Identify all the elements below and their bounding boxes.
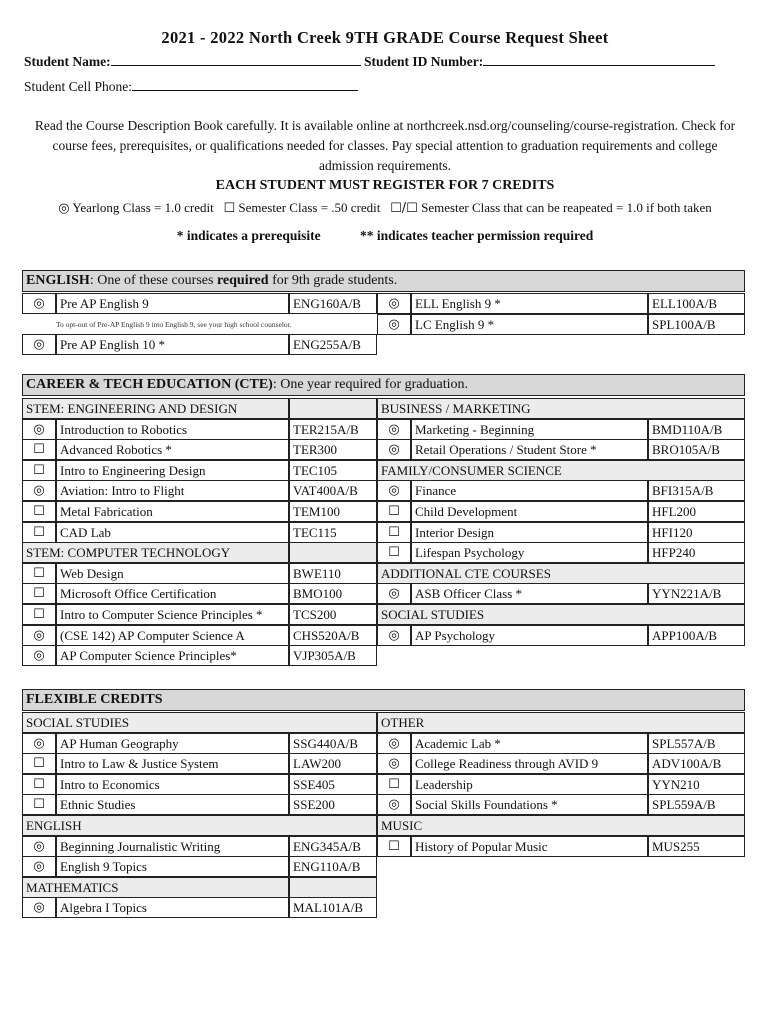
yearlong-circle-icon[interactable]: ◎ bbox=[377, 314, 411, 335]
yearlong-circle-icon[interactable]: ◎ bbox=[377, 733, 411, 754]
course-code: MUS255 bbox=[648, 836, 745, 857]
semester-checkbox-icon[interactable]: ☐ bbox=[22, 460, 56, 481]
course-code: ENG160A/B bbox=[289, 293, 377, 314]
semester-checkbox-icon[interactable]: ☐ bbox=[377, 501, 411, 522]
course-name: Intro to Law & Justice System bbox=[56, 753, 289, 774]
course-code: VJP305A/B bbox=[289, 645, 377, 666]
cell-phone-field[interactable] bbox=[132, 79, 358, 91]
course-code: SPL100A/B bbox=[648, 314, 745, 335]
student-id-field[interactable] bbox=[483, 54, 715, 66]
course-code: MAL101A/B bbox=[289, 897, 377, 918]
symbol-notes bbox=[0, 228, 770, 244]
course-code: SSG440A/B bbox=[289, 733, 377, 754]
semester-checkbox-icon[interactable]: ☐ bbox=[22, 501, 56, 522]
course-code: TCS200 bbox=[289, 604, 377, 625]
course-name: CAD Lab bbox=[56, 522, 289, 543]
yearlong-circle-icon[interactable]: ◎ bbox=[377, 293, 411, 314]
semester-checkbox-icon[interactable]: ☐ bbox=[377, 836, 411, 857]
student-name-field[interactable] bbox=[111, 54, 361, 66]
subsection-heading: STEM: ENGINEERING AND DESIGN bbox=[22, 398, 289, 419]
optout-note: To opt-out of Pre-AP English 9 into English 9, see your high school counselor. bbox=[56, 320, 292, 329]
course-name: Advanced Robotics * bbox=[56, 439, 289, 460]
course-name: Intro to Economics bbox=[56, 774, 289, 795]
course-code: BFI315A/B bbox=[648, 480, 745, 501]
prereq-note: * indicates a prerequisite bbox=[176, 228, 321, 243]
course-code: APP100A/B bbox=[648, 625, 745, 646]
semester-checkbox-icon[interactable]: ☐ bbox=[22, 794, 56, 815]
course-code: TEC105 bbox=[289, 460, 377, 481]
course-name: Intro to Engineering Design bbox=[56, 460, 289, 481]
course-code: YYN221A/B bbox=[648, 583, 745, 604]
course-name: ELL English 9 * bbox=[411, 293, 648, 314]
course-code: BRO105A/B bbox=[648, 439, 745, 460]
course-name: Finance bbox=[411, 480, 648, 501]
course-name: Pre AP English 9 bbox=[56, 293, 289, 314]
subsection-code-cell bbox=[289, 877, 377, 898]
subsection-heading: BUSINESS / MARKETING bbox=[377, 398, 745, 419]
course-name: Microsoft Office Certification bbox=[56, 583, 289, 604]
course-code: HFP240 bbox=[648, 542, 745, 563]
course-name: Leadership bbox=[411, 774, 648, 795]
subsection-heading: STEM: COMPUTER TECHNOLOGY bbox=[22, 542, 289, 563]
course-name: Lifespan Psychology bbox=[411, 542, 648, 563]
course-code: CHS520A/B bbox=[289, 625, 377, 646]
course-name: Web Design bbox=[56, 563, 289, 584]
course-code: HFL200 bbox=[648, 501, 745, 522]
course-name: Aviation: Intro to Flight bbox=[56, 480, 289, 501]
semester-checkbox-icon[interactable]: ☐ bbox=[22, 604, 56, 625]
student-name-label: Student Name: bbox=[24, 54, 111, 69]
course-code: VAT400A/B bbox=[289, 480, 377, 501]
yearlong-circle-icon[interactable]: ◎ bbox=[377, 480, 411, 501]
yearlong-icon: ◎ bbox=[58, 201, 70, 216]
yearlong-circle-icon[interactable]: ◎ bbox=[22, 334, 56, 355]
course-code: TER300 bbox=[289, 439, 377, 460]
subsection-heading: ENGLISH bbox=[22, 815, 377, 836]
course-code: BWE110 bbox=[289, 563, 377, 584]
student-id-label: Student ID Number: bbox=[364, 54, 484, 69]
credit-legend bbox=[0, 200, 770, 216]
subsection-heading: SOCIAL STUDIES bbox=[22, 712, 377, 733]
yearlong-circle-icon[interactable]: ◎ bbox=[22, 733, 56, 754]
cell-phone-row bbox=[24, 79, 358, 95]
course-name: Retail Operations / Student Store * bbox=[411, 439, 648, 460]
yearlong-circle-icon[interactable]: ◎ bbox=[22, 293, 56, 314]
course-code: HFI120 bbox=[648, 522, 745, 543]
course-name: Intro to Computer Science Principles * bbox=[56, 604, 289, 625]
yearlong-circle-icon[interactable]: ◎ bbox=[22, 836, 56, 857]
course-code: ELL100A/B bbox=[648, 293, 745, 314]
yearlong-circle-icon[interactable]: ◎ bbox=[22, 480, 56, 501]
subsection-heading: SOCIAL STUDIES bbox=[377, 604, 745, 625]
yearlong-circle-icon[interactable]: ◎ bbox=[22, 897, 56, 918]
subsection-heading: FAMILY/CONSUMER SCIENCE bbox=[377, 460, 745, 481]
course-name: AP Psychology bbox=[411, 625, 648, 646]
course-code: LAW200 bbox=[289, 753, 377, 774]
subsection-heading: MUSIC bbox=[377, 815, 745, 836]
course-code: ADV100A/B bbox=[648, 753, 745, 774]
register-requirement: EACH STUDENT MUST REGISTER FOR 7 CREDITS bbox=[215, 178, 555, 193]
semester-icon: ☐ bbox=[223, 201, 236, 216]
course-name: AP Human Geography bbox=[56, 733, 289, 754]
course-code: YYN210 bbox=[648, 774, 745, 795]
semester-checkbox-icon[interactable]: ☐ bbox=[22, 522, 56, 543]
course-name: Algebra I Topics bbox=[56, 897, 289, 918]
course-name: Ethnic Studies bbox=[56, 794, 289, 815]
course-name: Beginning Journalistic Writing bbox=[56, 836, 289, 857]
legend-yearlong: Yearlong Class = 1.0 credit bbox=[72, 200, 214, 215]
yearlong-circle-icon[interactable]: ◎ bbox=[377, 794, 411, 815]
legend-repeat: Semester Class that can be reapeated = 1.0 if both taken bbox=[421, 200, 712, 215]
cell-phone-label: Student Cell Phone: bbox=[24, 79, 132, 94]
course-code: TEM100 bbox=[289, 501, 377, 522]
flexible-header: FLEXIBLE CREDITS bbox=[22, 689, 745, 711]
course-name: Social Skills Foundations * bbox=[411, 794, 648, 815]
course-name: AP Computer Science Principles* bbox=[56, 645, 289, 666]
subsection-code-cell bbox=[289, 542, 377, 563]
course-name: Metal Fabrication bbox=[56, 501, 289, 522]
course-code: BMO100 bbox=[289, 583, 377, 604]
yearlong-circle-icon[interactable]: ◎ bbox=[377, 625, 411, 646]
course-code: SSE405 bbox=[289, 774, 377, 795]
subsection-heading: OTHER bbox=[377, 712, 745, 733]
course-name: Interior Design bbox=[411, 522, 648, 543]
semester-checkbox-icon[interactable]: ☐ bbox=[377, 774, 411, 795]
course-name: (CSE 142) AP Computer Science A bbox=[56, 625, 289, 646]
course-code: SPL559A/B bbox=[648, 794, 745, 815]
yearlong-circle-icon[interactable]: ◎ bbox=[377, 439, 411, 460]
yearlong-circle-icon[interactable]: ◎ bbox=[377, 753, 411, 774]
course-code: ENG110A/B bbox=[289, 856, 377, 877]
instructions-paragraph: Read the Course Description Book carefully. It is available online at northcreek.nsd.org/counseling/course-registration. Check for course fees, prerequisites, or qualifications needed for classes. Pay special attention to graduation requirements and college admission requirements. bbox=[34, 118, 736, 173]
student-name-row bbox=[24, 54, 715, 70]
page-title: 2021 - 2022 North Creek 9TH GRADE Course Request Sheet bbox=[161, 28, 609, 47]
course-code: SSE200 bbox=[289, 794, 377, 815]
legend-semester: Semester Class = .50 credit bbox=[238, 200, 381, 215]
semester-checkbox-icon[interactable]: ☐ bbox=[22, 583, 56, 604]
course-code: ENG345A/B bbox=[289, 836, 377, 857]
course-code: TER215A/B bbox=[289, 419, 377, 440]
course-name: Introduction to Robotics bbox=[56, 419, 289, 440]
subsection-heading: MATHEMATICS bbox=[22, 877, 289, 898]
semester-checkbox-icon[interactable]: ☐ bbox=[377, 542, 411, 563]
yearlong-circle-icon[interactable]: ◎ bbox=[377, 419, 411, 440]
english-header: ENGLISH: One of these courses required for 9th grade students. bbox=[22, 270, 745, 292]
semester-checkbox-icon[interactable]: ☐ bbox=[22, 774, 56, 795]
course-code: SPL557A/B bbox=[648, 733, 745, 754]
yearlong-circle-icon[interactable]: ◎ bbox=[22, 419, 56, 440]
cte-header: CAREER & TECH EDUCATION (CTE): One year required for graduation. bbox=[22, 374, 745, 396]
semester-checkbox-icon[interactable]: ☐ bbox=[377, 522, 411, 543]
course-code: TEC115 bbox=[289, 522, 377, 543]
semester-checkbox-icon[interactable]: ☐ bbox=[22, 753, 56, 774]
subsection-heading: ADDITIONAL CTE COURSES bbox=[377, 563, 745, 584]
semester-checkbox-icon[interactable]: ☐ bbox=[22, 439, 56, 460]
repeatable-icon: ☐/☐ bbox=[390, 201, 418, 216]
course-name: Pre AP English 10 * bbox=[56, 334, 289, 355]
course-name: College Readiness through AVID 9 bbox=[411, 753, 648, 774]
course-name: Academic Lab * bbox=[411, 733, 648, 754]
course-name: Marketing - Beginning bbox=[411, 419, 648, 440]
course-name: LC English 9 * bbox=[411, 314, 648, 335]
yearlong-circle-icon[interactable]: ◎ bbox=[22, 856, 56, 877]
yearlong-circle-icon[interactable]: ◎ bbox=[22, 645, 56, 666]
semester-checkbox-icon[interactable]: ☐ bbox=[22, 563, 56, 584]
subsection-code-cell bbox=[289, 398, 377, 419]
yearlong-circle-icon[interactable]: ◎ bbox=[22, 625, 56, 646]
course-code: ENG255A/B bbox=[289, 334, 377, 355]
permission-note: ** indicates teacher permission required bbox=[360, 228, 594, 243]
course-name: English 9 Topics bbox=[56, 856, 289, 877]
course-name: History of Popular Music bbox=[411, 836, 648, 857]
course-code: BMD110A/B bbox=[648, 419, 745, 440]
yearlong-circle-icon[interactable]: ◎ bbox=[377, 583, 411, 604]
course-name: ASB Officer Class * bbox=[411, 583, 648, 604]
course-name: Child Development bbox=[411, 501, 648, 522]
